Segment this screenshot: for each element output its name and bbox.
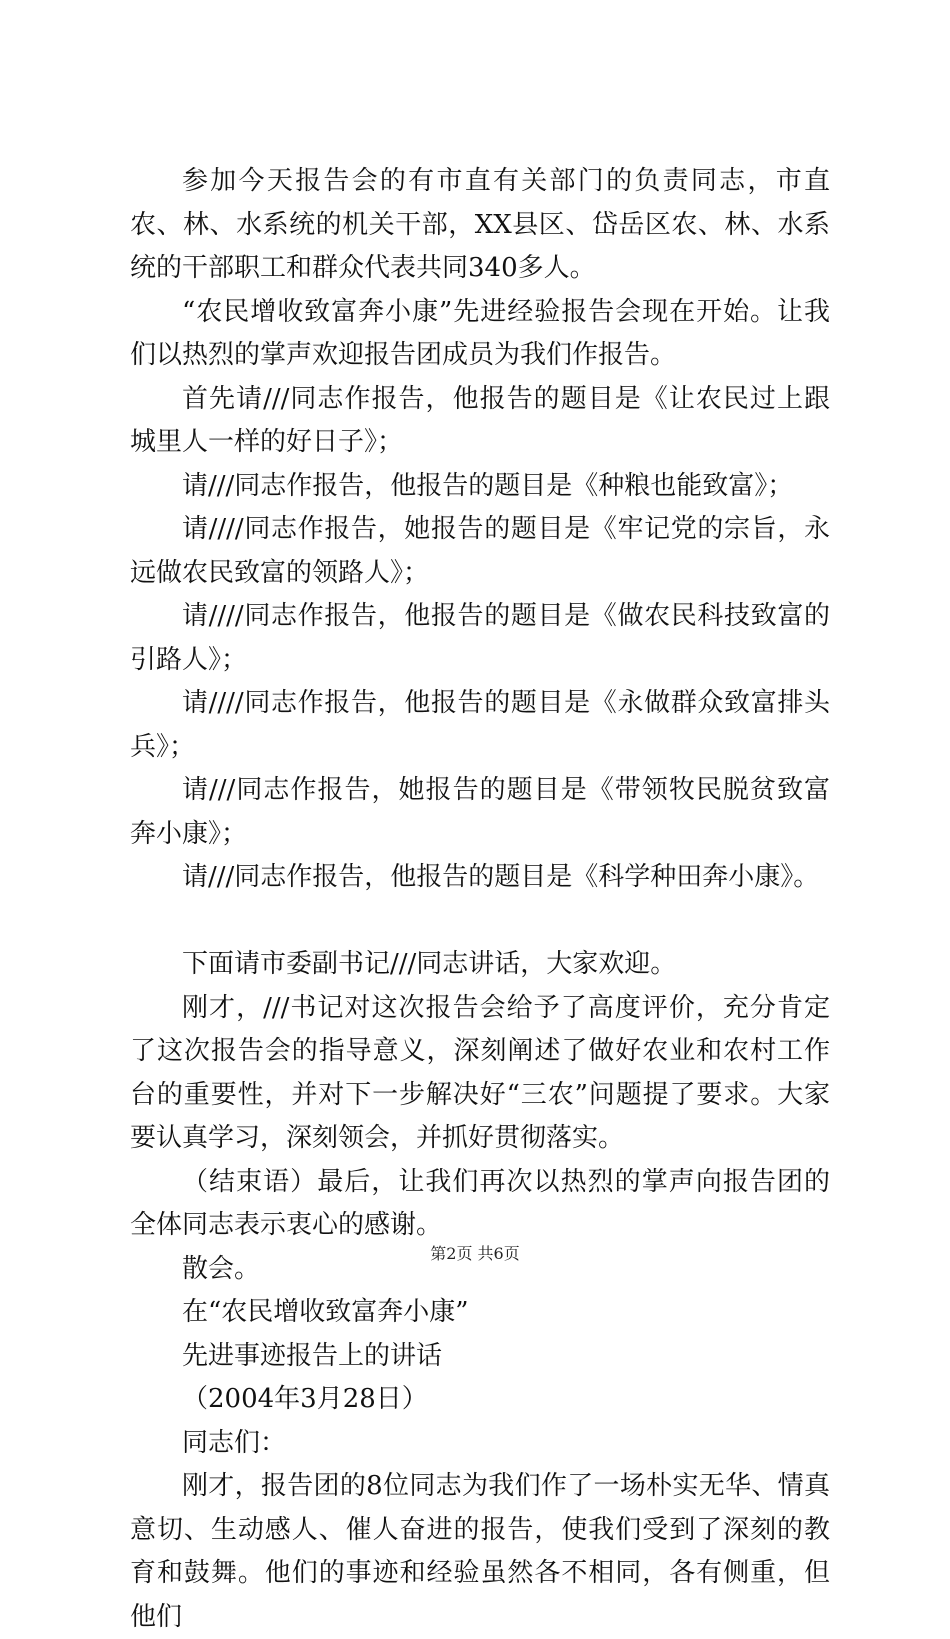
paragraph-closing: （结束语）最后，让我们再次以热烈的掌声向报告团的全体同志表示衷心的感谢。 (130, 1166, 830, 1240)
blank-line (130, 900, 830, 944)
paragraph-dismiss: 散会。 (182, 1253, 261, 1284)
speech-salutation: 同志们： (182, 1427, 287, 1458)
paragraph-opening: “农民增收致富奔小康”先进经验报告会现在开始。让我们以热烈的掌声欢迎报告团成员为我们作报告。 (130, 296, 830, 370)
speech-title-line-1: 在“农民增收致富奔小康” (182, 1297, 469, 1327)
paragraph-report-5: 请////同志作报告，他报告的题目是《永做群众致富排头兵》； (130, 688, 830, 762)
speech-body: 刚才，报告团的8位同志为我们作了一场朴实无华、情真意切、生动感人、催人奋进的报告，使我们受到了深刻的教育和鼓舞。他们的事迹和经验虽然各不相同，各有侧重，但他们 (130, 1471, 830, 1632)
page-footer: 第2页 共6页 (430, 1244, 520, 1263)
speech-title-line-2: 先进事迹报告上的讲话 (182, 1340, 443, 1371)
paragraph-report-7: 请///同志作报告，他报告的题目是《科学种田奔小康》。 (182, 862, 820, 892)
paragraph-report-1: 首先请///同志作报告，他报告的题目是《让农民过上跟城里人一样的好日子》； (130, 383, 830, 457)
paragraph-report-2: 请///同志作报告，他报告的题目是《种粮也能致富》； (182, 470, 794, 501)
paragraph-attendees: 参加今天报告会的有市直有关部门的负责同志，市直农、林、水系统的机关干部，XX县区、岱岳区农、林、水系统的干部职工和群众代表共同340多人。 (130, 166, 830, 283)
paragraph-report-6: 请///同志作报告，她报告的题目是《带领牧民脱贫致富奔小康》； (130, 775, 830, 849)
paragraph-speech-invite: 下面请市委副书记///同志讲话，大家欢迎。 (182, 949, 677, 979)
paragraph-report-3: 请////同志作报告，她报告的题目是《牢记党的宗旨，永远做农民致富的领路人》； (130, 514, 830, 588)
document-body (130, 160, 830, 1639)
speech-date: （2004年3月28日） (182, 1384, 428, 1414)
paragraph-report-4: 请////同志作报告，他报告的题目是《做农民科技致富的引路人》； (130, 601, 830, 675)
paragraph-summary: 刚才，///书记对这次报告会给予了高度评价，充分肯定了这次报告会的指导意义，深刻阐述了做好农业和农村工作台的重要性，并对下一步解决好“三农”问题提了要求。大家要认真学习，深刻领会，并抓好贯彻落实。 (130, 992, 830, 1153)
